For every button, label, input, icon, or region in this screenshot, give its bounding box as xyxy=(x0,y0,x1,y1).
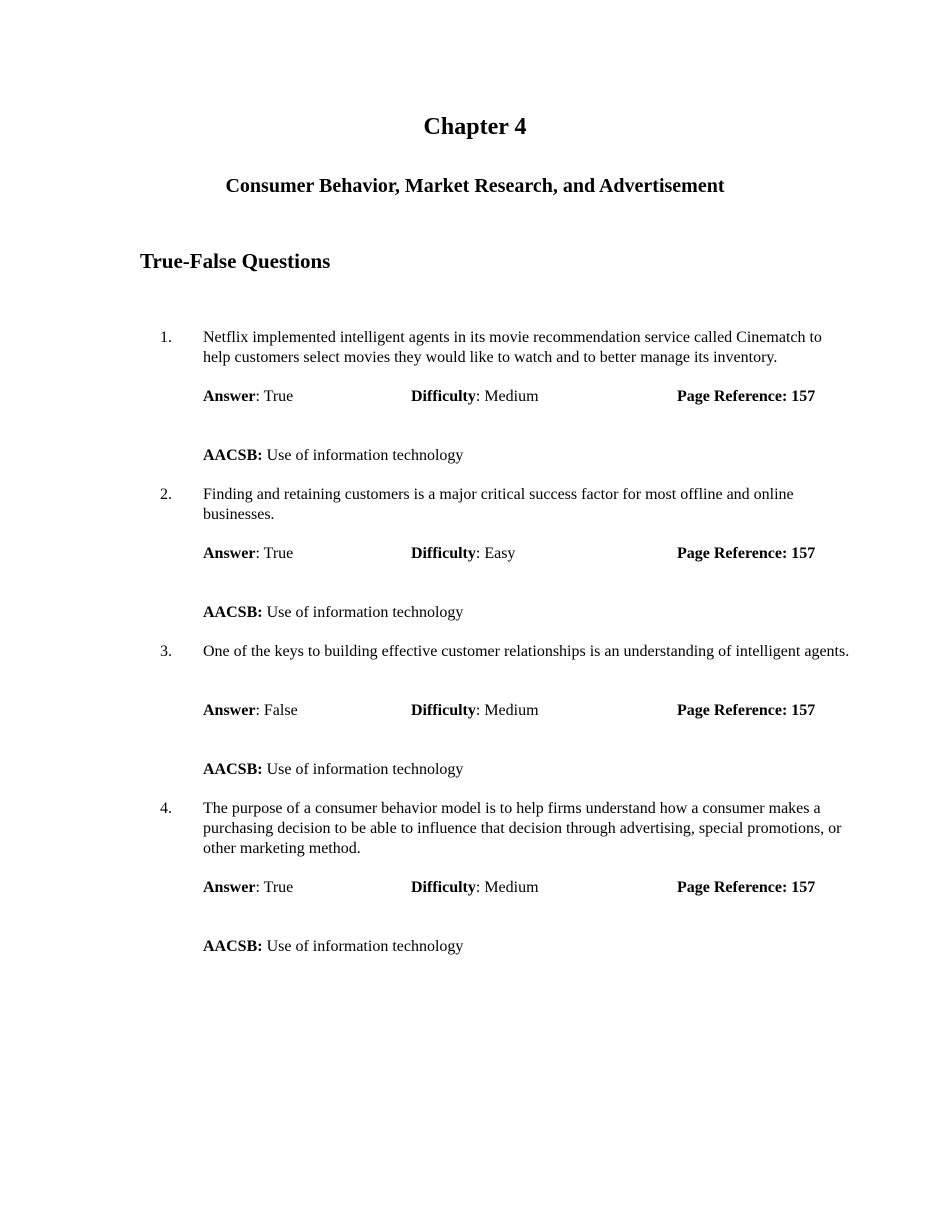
aacsb-value: Use of information technology xyxy=(266,604,464,621)
difficulty-value: Easy xyxy=(484,545,516,562)
difficulty-colon: : xyxy=(475,545,481,562)
answer-colon: : xyxy=(255,879,260,896)
difficulty-value: Medium xyxy=(484,388,539,405)
answer-value: True xyxy=(263,388,294,405)
aacsb-value: Use of information technology xyxy=(266,447,464,464)
page-reference: Page Reference: 157 xyxy=(677,879,816,896)
question-number: 3. xyxy=(160,643,172,660)
answer-field xyxy=(203,878,293,898)
aacsb-value: Use of information technology xyxy=(266,761,464,778)
question-number: 4. xyxy=(160,800,172,817)
page-reference: Page Reference: 157 xyxy=(677,388,816,405)
answer-field xyxy=(203,701,298,721)
question-2-meta xyxy=(0,544,950,564)
difficulty-label: Difficulty xyxy=(411,388,476,405)
aacsb-label: AACSB: xyxy=(203,447,263,464)
question-text: Netflix implemented intelligent agents in its movie recommendation service called Cinematch to help customers select movies they would like to watch and to better manage its inventory. xyxy=(203,329,822,366)
difficulty-colon: : xyxy=(475,702,481,719)
answer-value: True xyxy=(263,545,294,562)
page-reference: Page Reference: 157 xyxy=(677,545,816,562)
difficulty-colon: : xyxy=(475,879,481,896)
answer-colon: : xyxy=(255,702,260,719)
answer-field xyxy=(203,387,293,407)
question-text: The purpose of a consumer behavior model is to help firms understand how a consumer makes a purchasing decision to be able to influence that decision through advertising, special promotions, or other marketing method. xyxy=(203,800,842,857)
answer-label: Answer xyxy=(203,388,256,405)
aacsb-label: AACSB: xyxy=(203,938,263,955)
answer-colon: : xyxy=(255,388,260,405)
difficulty-field xyxy=(411,878,539,898)
answer-value: True xyxy=(263,879,294,896)
answer-label: Answer xyxy=(203,545,256,562)
answer-colon: : xyxy=(255,545,260,562)
answer-value: False xyxy=(263,702,298,719)
answer-label: Answer xyxy=(203,879,256,896)
page-reference: Page Reference: 157 xyxy=(677,702,816,719)
question-4-aacsb xyxy=(203,937,463,957)
section-heading: True-False Questions xyxy=(140,249,331,273)
aacsb-label: AACSB: xyxy=(203,604,263,621)
difficulty-label: Difficulty xyxy=(411,879,476,896)
chapter-subtitle: Consumer Behavior, Market Research, and Advertisement xyxy=(225,175,725,197)
question-4-meta xyxy=(0,878,950,898)
difficulty-field xyxy=(411,387,539,407)
question-number: 2. xyxy=(160,486,172,503)
question-number: 1. xyxy=(160,329,172,346)
difficulty-value: Medium xyxy=(484,879,539,896)
answer-label: Answer xyxy=(203,702,256,719)
difficulty-field xyxy=(411,544,515,564)
aacsb-label: AACSB: xyxy=(203,761,263,778)
difficulty-label: Difficulty xyxy=(411,545,476,562)
difficulty-field xyxy=(411,701,539,721)
question-1-meta xyxy=(0,387,950,407)
question-text: Finding and retaining customers is a major critical success factor for most offline and online businesses. xyxy=(203,486,794,523)
difficulty-colon: : xyxy=(475,388,481,405)
question-1-aacsb xyxy=(203,446,463,466)
question-2-aacsb xyxy=(203,603,463,623)
difficulty-value: Medium xyxy=(484,702,539,719)
question-text: One of the keys to building effective customer relationships is an understanding of intelligent agents. xyxy=(203,643,850,660)
question-3-meta xyxy=(0,701,950,721)
aacsb-value: Use of information technology xyxy=(266,938,464,955)
question-3-aacsb xyxy=(203,760,463,780)
chapter-title: Chapter 4 xyxy=(423,114,527,140)
answer-field xyxy=(203,544,293,564)
difficulty-label: Difficulty xyxy=(411,702,476,719)
